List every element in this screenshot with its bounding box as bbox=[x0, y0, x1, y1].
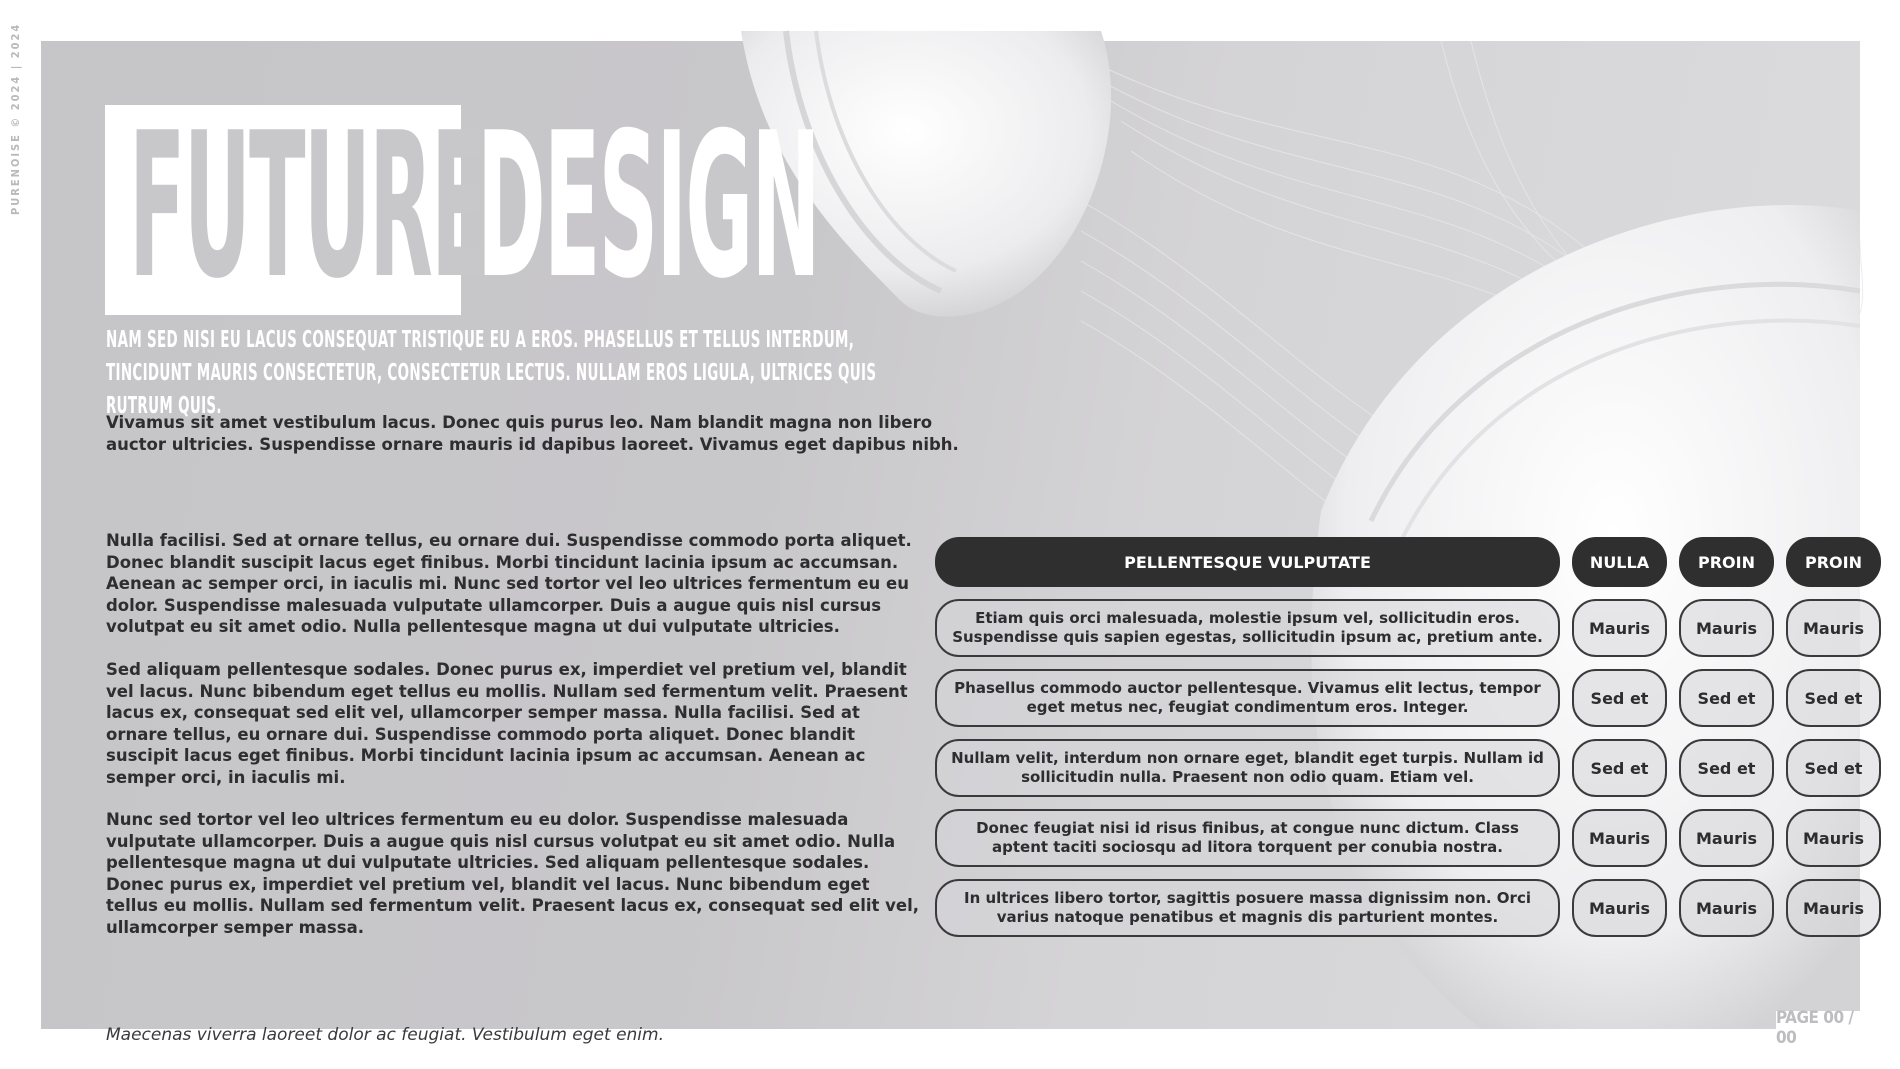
body-paragraph-3: Nunc sed tortor vel leo ultrices fermentum eu eu dolor. Suspendisse malesuada vulputate ullamcorper. Duis a augue quis nisl cursus volutpat eu sit amet odio. Nulla pellentesque magna ut dui vulputate ultricies. Sed aliquam pellentesque sodales. Donec purus ex, imperdiet vel pretium vel, blandit vel lacus. Nunc bibendum eget tellus eu mollis. Nullam sed fermentum velit. Praesent lacus ex, consequat sed elit vel, ullamcorper semper massa. bbox=[106, 810, 920, 937]
table-cell: Mauris bbox=[1679, 879, 1774, 937]
table-cell-description: Etiam quis orci malesuada, molestie ipsum vel, sollicitudin eros. Suspendisse quis sapien egestas, sollicitudin ipsum ac, pretium ante. bbox=[935, 599, 1560, 657]
table-cell: Sed et bbox=[1786, 739, 1881, 797]
table-cell: Mauris bbox=[1679, 599, 1774, 657]
body-paragraph-2: Sed aliquam pellentesque sodales. Donec purus ex, imperdiet vel pretium vel, blandit vel lacus. Nunc bibendum eget tellus eu mollis. Nullam sed fermentum velit. Praesent lacus ex, consequat sed elit vel, ullamcorper semper massa. Nulla facilisi. Sed at ornare tellus, eu ornare dui. Suspendisse commodo porta aliquet. Donec blandit suscipit lacus eget finibus. Morbi tincidunt lacinia ipsum ac accumsan. Aenean ac semper orci, in iaculis mi. bbox=[106, 660, 908, 787]
table-cell: Mauris bbox=[1679, 809, 1774, 867]
intro-paragraph: Vivamus sit amet vestibulum lacus. Donec quis purus leo. Nam blandit magna non libero auctor ultricies. Suspendisse ornare mauris id dapibus laoreet. Vivamus eget dapibus nibh. bbox=[106, 413, 959, 454]
table-header: NULLA bbox=[1572, 537, 1667, 587]
table-cell: Mauris bbox=[1786, 879, 1881, 937]
table-cell: Sed et bbox=[1572, 739, 1667, 797]
table-header: PELLENTESQUE VULPUTATE bbox=[935, 537, 1560, 587]
table-cell-description: Nullam velit, interdum non ornare eget, blandit eget turpis. Nullam id sollicitudin nulla. Praesent non odio quam. Etiam vel. bbox=[935, 739, 1560, 797]
page-number-badge: PAGE 00 / 00 bbox=[1776, 1011, 1877, 1045]
side-label: PURENOISE © 2024 | 2024 bbox=[9, 22, 22, 215]
title-word-design: DESIGN bbox=[477, 90, 819, 323]
table-cell: Sed et bbox=[1572, 669, 1667, 727]
table-cell-description: Donec feugiat nisi id risus finibus, at congue nunc dictum. Class aptent taciti sociosqu ad litora torquent per conubia nostra. bbox=[935, 809, 1560, 867]
table-header: PROIN bbox=[1679, 537, 1774, 587]
footer-note: Maecenas viverra laoreet dolor ac feugiat. Vestibulum eget enim. bbox=[106, 1025, 664, 1045]
table-row bbox=[935, 599, 1881, 657]
table-cell-description: In ultrices libero tortor, sagittis posuere massa dignissim non. Orci varius natoque penatibus et magnis dis parturient montes. bbox=[935, 879, 1560, 937]
table-row bbox=[935, 879, 1881, 937]
content-panel bbox=[41, 41, 1864, 1048]
table-header-row bbox=[935, 537, 1881, 587]
table-cell: Sed et bbox=[1679, 739, 1774, 797]
table-cell: Sed et bbox=[1786, 669, 1881, 727]
title-word-future: FUTURE bbox=[129, 90, 486, 323]
table-row bbox=[935, 739, 1881, 797]
tagline: NAM SED NISI EU LACUS CONSEQUAT TRISTIQUE EU A EROS. PHASELLUS ET TELLUS INTERDUM, TINCIDUNT MAURIS CONSECTETUR, CONSECTETUR LECTUS. NULLAM EROS LIGULA, ULTRICES QUIS RUTRUM QUIS. bbox=[106, 327, 877, 419]
table-row bbox=[935, 669, 1881, 727]
body-paragraph-1: Nulla facilisi. Sed at ornare tellus, eu ornare dui. Suspendisse commodo porta aliquet. Donec blandit suscipit lacus eget finibus. Morbi tincidunt lacinia ipsum ac accumsan. Aenean ac semper orci, in iaculis mi. Nunc sed tortor vel leo ultrices fermentum eu eu dolor. Suspendisse malesuada vulputate ullamcorper. Duis a augue quis nisl cursus volutpat eu sit amet odio. Nulla pellentesque magna ut dui vulputate ultricies. bbox=[106, 531, 912, 636]
table-cell: Mauris bbox=[1572, 599, 1667, 657]
table-cell: Mauris bbox=[1786, 599, 1881, 657]
table-cell: Mauris bbox=[1786, 809, 1881, 867]
table-cell-description: Phasellus commodo auctor pellentesque. Vivamus elit lectus, tempor eget metus nec, feugiat condimentum eros. Integer. bbox=[935, 669, 1560, 727]
table-row bbox=[935, 809, 1881, 867]
table-cell: Sed et bbox=[1679, 669, 1774, 727]
table-header: PROIN bbox=[1786, 537, 1881, 587]
table-cell: Mauris bbox=[1572, 809, 1667, 867]
table-cell: Mauris bbox=[1572, 879, 1667, 937]
